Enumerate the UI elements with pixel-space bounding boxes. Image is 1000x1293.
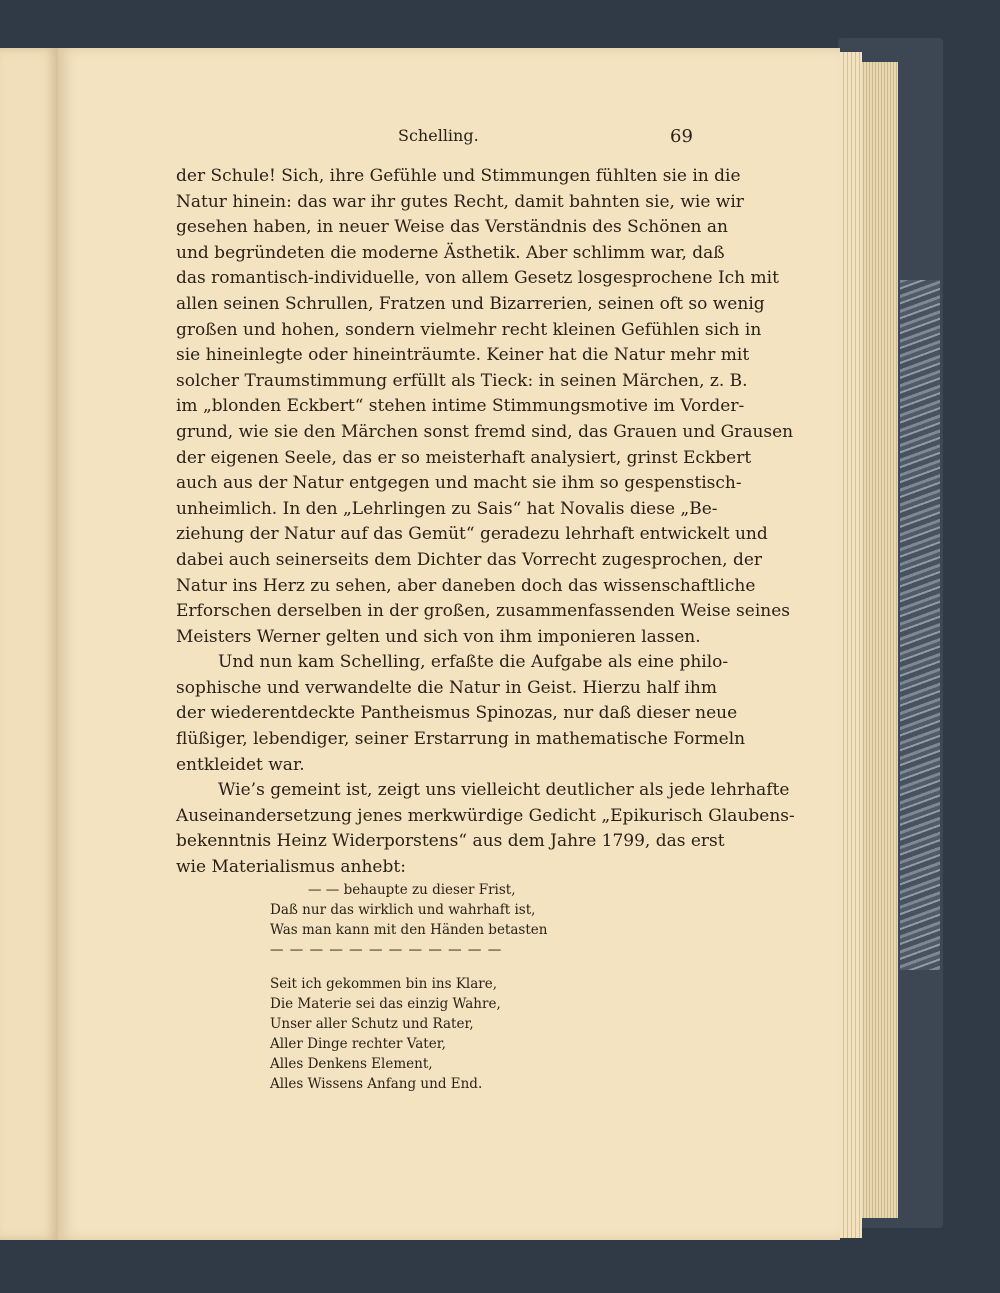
text-line: unheimlich. In den „Lehrlingen zu Sais“ hat Novalis diese „Be- bbox=[176, 498, 718, 519]
text-line: das romantisch-individuelle, von allem Gesetz losgesprochene Ich mit bbox=[176, 268, 779, 289]
poem-line: Alles Wissens Anfang und End. bbox=[270, 1076, 483, 1092]
running-head bbox=[58, 126, 840, 150]
text-line: grund, wie sie den Märchen sonst fremd sind, das Grauen und Grausen bbox=[176, 421, 794, 442]
text-line: bekenntnis Heinz Widerporstens“ aus dem Jahre 1799, das erst bbox=[176, 831, 725, 852]
poem-line: Aller Dinge rechter Vater, bbox=[270, 1036, 446, 1052]
marbled-edge bbox=[900, 280, 940, 970]
page-number: 69 bbox=[670, 126, 693, 147]
page-edges bbox=[858, 62, 898, 1218]
body-text bbox=[176, 164, 795, 881]
text-line: auch aus der Natur entgegen und macht sie ihm so gespenstisch- bbox=[176, 473, 742, 494]
text-line: flüßiger, lebendiger, seiner Erstarrung in mathematische Formeln bbox=[176, 729, 746, 750]
poem-line: Unser aller Schutz und Rater, bbox=[270, 1016, 474, 1032]
book-page bbox=[58, 48, 840, 1240]
text-line: der wiederentdeckte Pantheismus Spinozas, nur daß dieser neue bbox=[176, 703, 738, 724]
text-line: dabei auch seinerseits dem Dichter das Vorrecht zugesprochen, der bbox=[176, 549, 763, 570]
text-line: sophische und verwandelte die Natur in Geist. Hierzu half ihm bbox=[176, 677, 717, 698]
poem-line: Daß nur das wirklich und wahrhaft ist, bbox=[270, 902, 536, 918]
text-line: sie hineinlegte oder hineinträumte. Keiner hat die Natur mehr mit bbox=[176, 345, 750, 366]
text-line: Auseinandersetzung jenes merkwürdige Gedicht „Epikurisch Glaubens- bbox=[176, 805, 795, 826]
text-line: entkleidet war. bbox=[176, 754, 305, 775]
text-line: solcher Traumstimmung erfüllt als Tieck: in seinen Märchen, z. B. bbox=[176, 370, 748, 391]
text-line: wie Materialismus anhebt: bbox=[176, 857, 406, 878]
poem-line: Die Materie sei das einzig Wahre, bbox=[270, 996, 501, 1012]
running-title: Schelling. bbox=[398, 126, 479, 145]
text-line: Natur ins Herz zu sehen, aber daneben doch das wissenschaftliche bbox=[176, 575, 756, 596]
text-line: ziehung der Natur auf das Gemüt“ geradezu lehrhaft entwickelt und bbox=[176, 524, 768, 545]
text-line: Meisters Werner gelten und sich von ihm imponieren lassen. bbox=[176, 626, 701, 647]
poem-line: Alles Denkens Element, bbox=[270, 1056, 433, 1072]
text-line: der Schule! Sich, ihre Gefühle und Stimmungen fühlten sie in die bbox=[176, 166, 741, 186]
text-line: Erforschen derselben in der großen, zusammenfassenden Weise seines bbox=[176, 601, 790, 622]
poem-line: — — behaupte zu dieser Frist, bbox=[308, 882, 516, 898]
text-line: im „blonden Eckbert“ stehen intime Stimmungsmotive im Vorder- bbox=[176, 396, 745, 417]
poem bbox=[270, 880, 570, 1094]
text-line: und begründeten die moderne Ästhetik. Aber schlimm war, daß bbox=[176, 242, 725, 263]
poem-line: Seit ich gekommen bin ins Klare, bbox=[270, 976, 498, 992]
page-stack bbox=[840, 52, 862, 1238]
text-line: Natur hinein: das war ihr gutes Recht, damit bahnten sie, wie wir bbox=[176, 191, 744, 212]
text-line: Und nun kam Schelling, erfaßte die Aufgabe als eine philo- bbox=[218, 652, 729, 673]
text-line: gesehen haben, in neuer Weise das Verständnis des Schönen an bbox=[176, 217, 728, 238]
poem-dash-row: — — — — — — — — — — — — bbox=[270, 942, 503, 958]
text-line: der eigenen Seele, das er so meisterhaft analysiert, grinst Eckbert bbox=[176, 447, 752, 468]
text-line: Wie’s gemeint ist, zeigt uns vielleicht deutlicher als jede lehrhafte bbox=[218, 780, 790, 801]
poem-line: Was man kann mit den Händen betasten bbox=[270, 922, 548, 938]
text-line: allen seinen Schrullen, Fratzen und Bizarrerien, seinen oft so wenig bbox=[176, 293, 765, 314]
left-page bbox=[0, 48, 58, 1240]
text-line: großen und hohen, sondern vielmehr recht kleinen Gefühlen sich in bbox=[176, 319, 762, 340]
